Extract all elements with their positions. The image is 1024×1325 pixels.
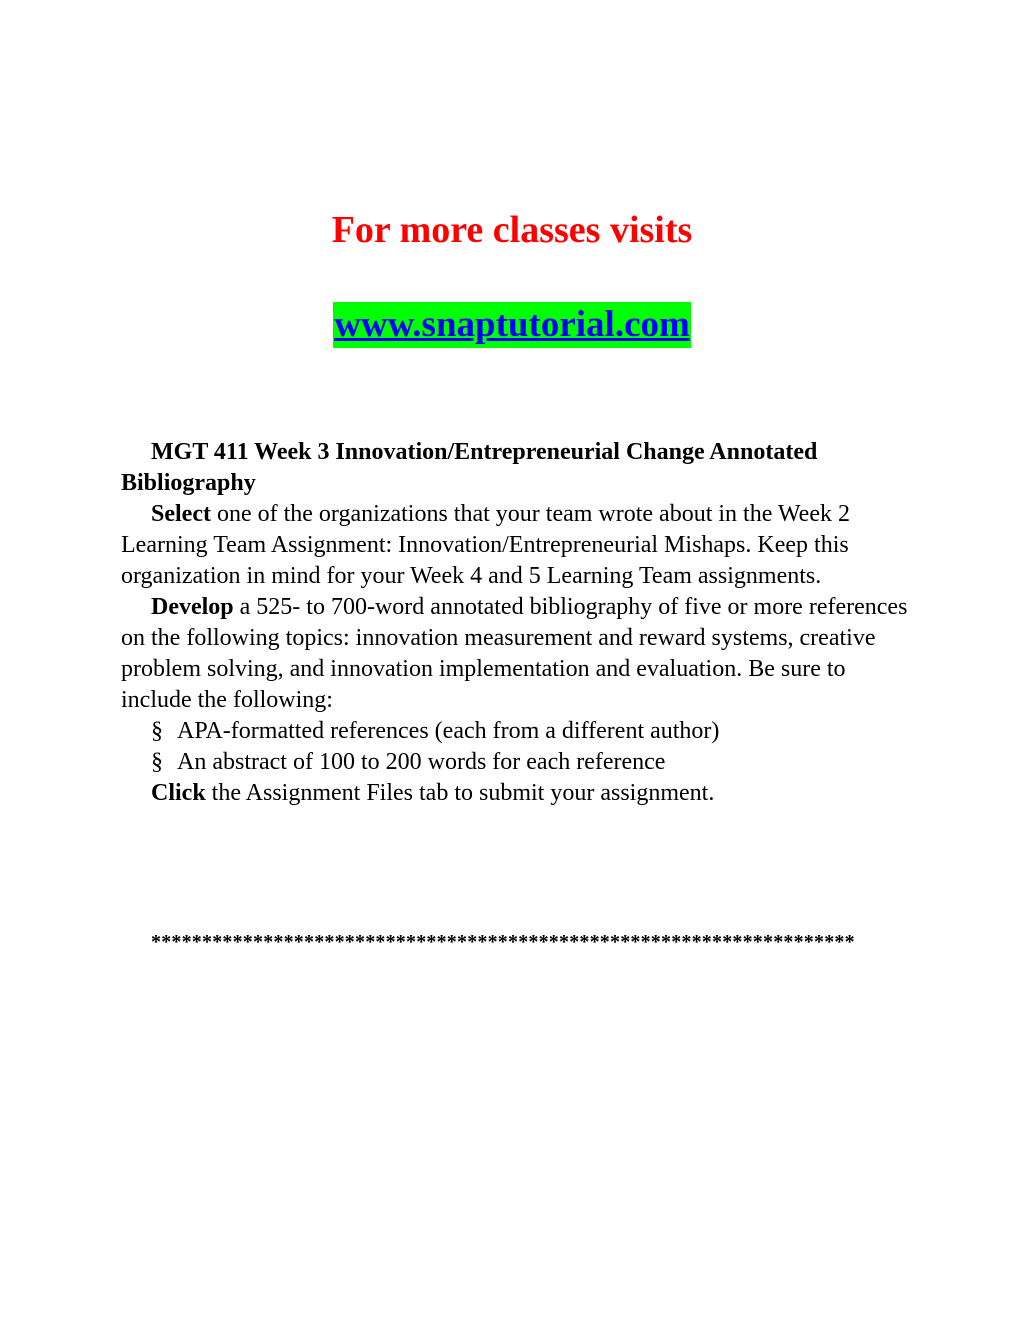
assignment-title: MGT 411 Week 3 Innovation/Entrepreneurial Change Annotated Bibliography	[121, 439, 818, 496]
develop-paragraph	[121, 592, 911, 716]
list-item	[121, 716, 911, 747]
select-paragraph	[121, 499, 911, 592]
bullet-text: An abstract of 100 to 200 words for each reference	[177, 749, 666, 775]
promo-link-container	[0, 302, 1024, 348]
select-label: Select	[151, 501, 211, 527]
section-bullet-icon: §	[151, 749, 163, 775]
develop-label: Develop	[151, 594, 234, 620]
promo-heading: For more classes visits	[331, 209, 693, 251]
section-bullet-icon: §	[151, 718, 163, 744]
list-item	[121, 747, 911, 778]
click-paragraph	[121, 778, 911, 809]
promo-link[interactable]: www.snaptutorial.com	[333, 302, 691, 348]
click-label: Click	[151, 780, 206, 806]
assignment-content	[121, 437, 911, 809]
develop-text: a 525- to 700-word annotated bibliography of five or more references on the following topics: innovation measurement and reward systems, creative problem solving, and innovation implementation and evaluation. Be sure to include the following:	[121, 594, 908, 713]
bullet-text: APA-formatted references (each from a different author)	[177, 718, 720, 744]
click-text: the Assignment Files tab to submit your assignment.	[205, 780, 715, 806]
separator-line: *********************************************************************	[151, 931, 855, 953]
select-text: one of the organizations that your team wrote about in the Week 2 Learning Team Assignment: Innovation/Entrepreneurial Mishaps. Keep this organization in mind for your Week 4 and 5 Learning Team assignments.	[121, 501, 850, 589]
